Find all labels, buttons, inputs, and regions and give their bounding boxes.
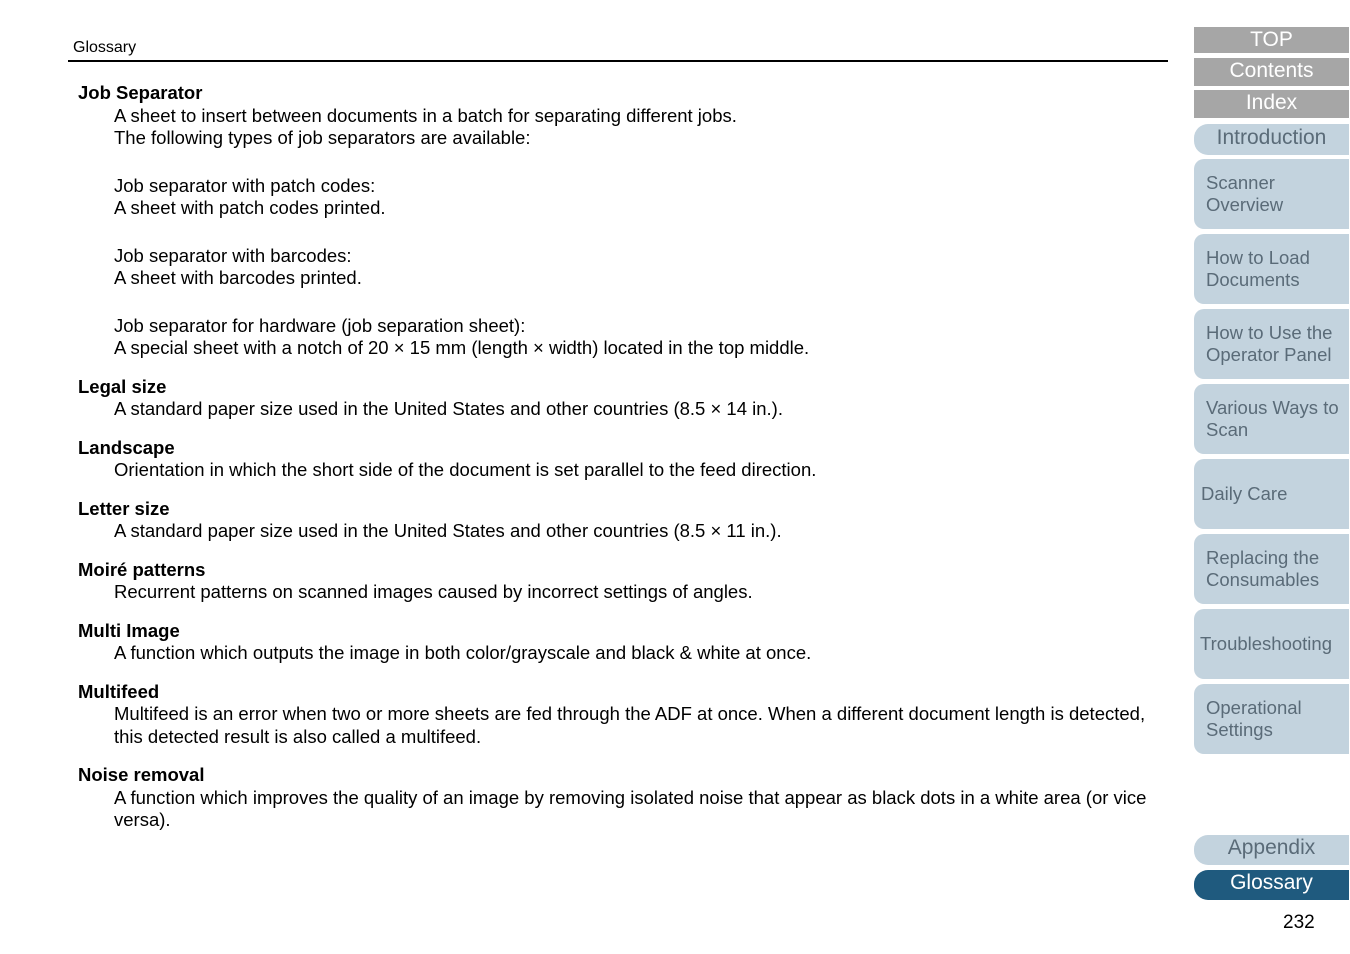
separator-type-text: A special sheet with a notch of 20 × 15 mm (length × width) located in the top middle.: [114, 337, 810, 358]
nav-tab-label: Settings: [1206, 719, 1273, 740]
nav-tab-replacing-consumables[interactable]: [1194, 534, 1349, 604]
nav-tab-how-to-load-documents[interactable]: [1194, 234, 1349, 304]
separator-type-text: A sheet with patch codes printed.: [114, 197, 386, 218]
glossary-content: [78, 82, 1158, 848]
description-line: The following types of job separators are available:: [114, 127, 531, 148]
glossary-description: Orientation in which the short side of the document is set parallel to the feed direction.: [114, 459, 817, 480]
description-line: A sheet to insert between documents in a batch for separating different jobs.: [114, 104, 737, 126]
nav-tab-label: How to Use the: [1206, 321, 1333, 343]
glossary-entry-landscape: [78, 437, 1158, 482]
nav-tab-label: Troubleshooting: [1200, 632, 1332, 654]
glossary-entry-letter-size: [78, 498, 1158, 543]
glossary-description: A function which outputs the image in both color/grayscale and black & white at once.: [114, 642, 812, 663]
separator-type-text: A sheet with barcodes printed.: [114, 267, 362, 288]
glossary-entry-job-separator: [78, 82, 1158, 360]
separator-type-barcodes: [114, 245, 1158, 290]
nav-introduction-tab[interactable]: Introduction: [1194, 124, 1349, 155]
nav-tab-label: Scan: [1206, 419, 1249, 440]
separator-type-hardware: [114, 315, 1158, 360]
glossary-description: Multifeed is an error when two or more sheets are fed through the ADF at once. When a different document length is detected, this detected result is also called a multifeed.: [114, 703, 1146, 747]
page-header-title: Glossary: [73, 39, 137, 56]
separator-type-title: Job separator with barcodes:: [114, 244, 352, 266]
glossary-entry-moire-patterns: [78, 559, 1158, 604]
glossary-entry-legal-size: [78, 376, 1158, 421]
nav-tab-label: Various Ways to: [1206, 396, 1339, 418]
nav-tab-label: Operator Panel: [1206, 344, 1332, 365]
separator-type-patch-codes: [114, 175, 1158, 220]
page-number: 232: [1283, 912, 1315, 933]
nav-tab-label: Operational: [1206, 696, 1302, 718]
glossary-description: A function which improves the quality of an image by removing isolated noise that appear as black dots in a white area (or vice versa).: [114, 786, 1147, 830]
glossary-term: Job Separator: [78, 82, 203, 103]
nav-top-button[interactable]: TOP: [1194, 27, 1349, 53]
nav-appendix-tab[interactable]: Appendix: [1194, 835, 1349, 865]
nav-tab-label: Consumables: [1206, 569, 1320, 590]
glossary-term: Landscape: [78, 436, 175, 458]
glossary-term: Noise removal: [78, 764, 205, 785]
nav-tab-scanner-overview[interactable]: [1194, 159, 1349, 229]
glossary-term: Legal size: [78, 375, 167, 397]
glossary-term: Multifeed: [78, 680, 160, 702]
separator-type-title: Job separator for hardware (job separation sheet):: [114, 314, 526, 336]
nav-tab-troubleshooting[interactable]: [1194, 609, 1349, 679]
glossary-entry-multi-image: [78, 620, 1158, 665]
glossary-term: Multi Image: [78, 619, 180, 641]
nav-tab-operational-settings[interactable]: [1194, 684, 1349, 754]
nav-tab-label: Documents: [1206, 269, 1300, 290]
glossary-description: A standard paper size used in the United States and other countries (8.5 × 14 in.).: [114, 398, 783, 419]
nav-tab-operator-panel[interactable]: [1194, 309, 1349, 379]
nav-tab-label: Scanner: [1206, 171, 1275, 193]
glossary-description: [114, 105, 1158, 360]
nav-tab-various-ways-to-scan[interactable]: [1194, 384, 1349, 454]
glossary-description: Recurrent patterns on scanned images caused by incorrect settings of angles.: [114, 581, 753, 602]
nav-index-button[interactable]: Index: [1194, 90, 1349, 118]
nav-contents-button[interactable]: Contents: [1194, 58, 1349, 86]
nav-glossary-tab[interactable]: Glossary: [1194, 870, 1349, 900]
nav-tab-label: How to Load: [1206, 246, 1310, 268]
nav-tab-label: Replacing the: [1206, 546, 1320, 568]
nav-tab-label: Daily Care: [1201, 482, 1288, 504]
glossary-entry-noise-removal: [78, 764, 1158, 832]
glossary-term: Letter size: [78, 497, 170, 519]
glossary-entry-multifeed: [78, 681, 1158, 749]
glossary-description: A standard paper size used in the United States and other countries (8.5 × 11 in.).: [114, 520, 782, 541]
nav-tab-daily-care[interactable]: [1194, 459, 1349, 529]
header-divider: [68, 60, 1168, 62]
nav-tab-label: Overview: [1206, 194, 1284, 215]
glossary-term: Moiré patterns: [78, 558, 206, 580]
separator-type-title: Job separator with patch codes:: [114, 174, 376, 196]
